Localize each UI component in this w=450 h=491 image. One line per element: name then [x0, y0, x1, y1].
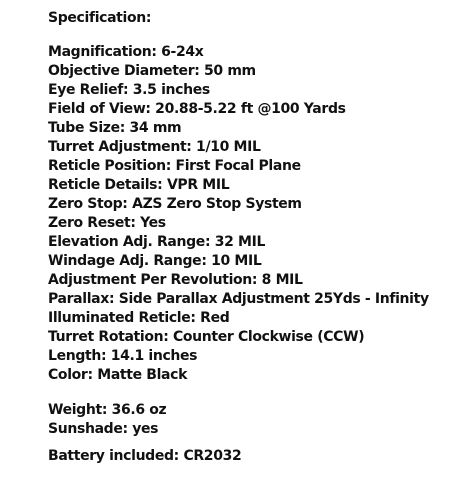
spec-tube-size: Tube Size: 34 mm [48, 120, 182, 136]
spec-windage-range: Windage Adj. Range: 10 MIL [48, 253, 262, 269]
spec-color: Color: Matte Black [48, 367, 188, 383]
spec-field-of-view: Field of View: 20.88-5.22 ft @100 Yards [48, 101, 346, 117]
spec-objective-diameter: Objective Diameter: 50 mm [48, 63, 256, 79]
spec-length: Length: 14.1 inches [48, 348, 198, 364]
spec-parallax: Parallax: Side Parallax Adjustment 25Yds - Infinity [48, 291, 429, 307]
spec-zero-stop: Zero Stop: AZS Zero Stop System [48, 196, 302, 212]
spec-reticle-details: Reticle Details: VPR MIL [48, 177, 230, 193]
spec-illuminated-reticle: Illuminated Reticle: Red [48, 310, 230, 326]
spacer [48, 28, 448, 43]
spec-turret-rotation: Turret Rotation: Counter Clockwise (CCW) [48, 329, 365, 345]
spec-weight: Weight: 36.6 oz [48, 402, 167, 418]
spec-heading: Specification: [48, 10, 152, 26]
spec-eye-relief: Eye Relief: 3.5 inches [48, 82, 210, 98]
spec-zero-reset: Zero Reset: Yes [48, 215, 166, 231]
spec-sunshade: Sunshade: yes [48, 421, 159, 437]
spec-magnification: Magnification: 6-24x [48, 44, 204, 60]
spec-group-weight [48, 401, 448, 439]
spacer [48, 385, 448, 401]
specification-block [48, 9, 448, 466]
spec-reticle-position: Reticle Position: First Focal Plane [48, 158, 301, 174]
spec-battery: Battery included: CR2032 [48, 448, 242, 464]
spacer [48, 439, 448, 447]
spec-elevation-range: Elevation Adj. Range: 32 MIL [48, 234, 266, 250]
spec-group-battery [48, 447, 448, 466]
spec-group-main [48, 43, 448, 385]
spec-turret-adjustment: Turret Adjustment: 1/10 MIL [48, 139, 261, 155]
spec-adjustment-per-revolution: Adjustment Per Revolution: 8 MIL [48, 272, 303, 288]
